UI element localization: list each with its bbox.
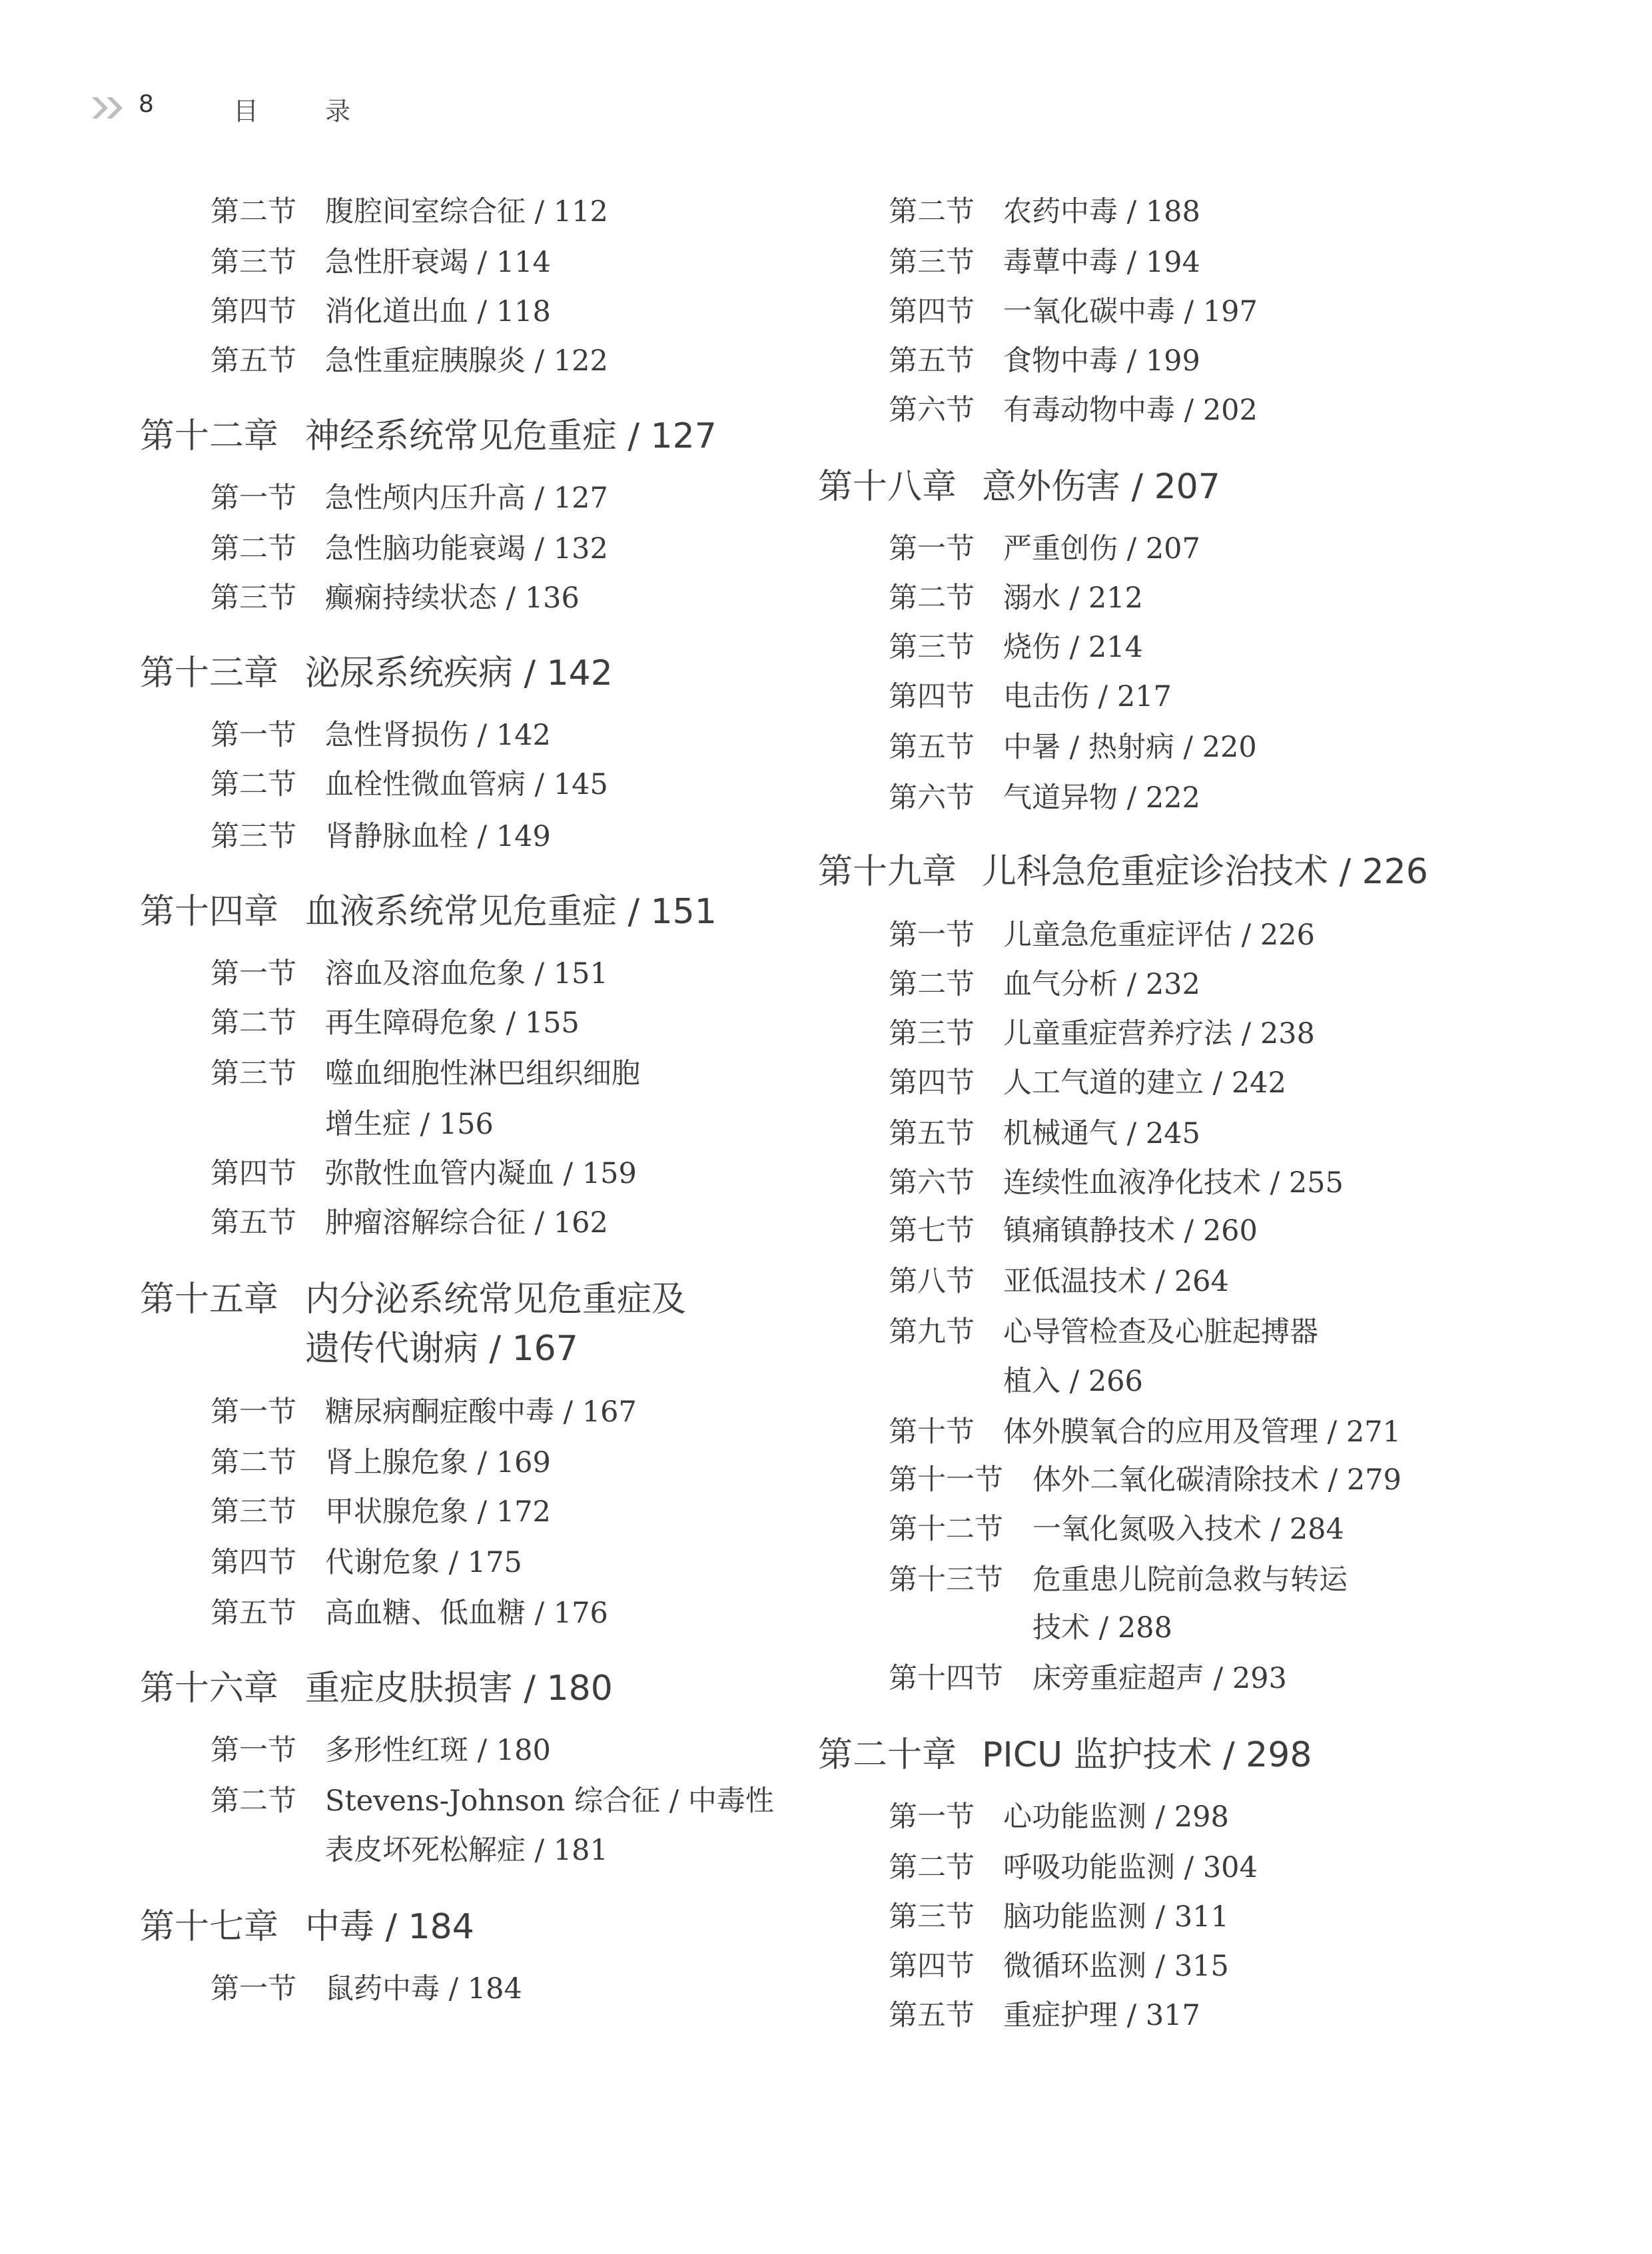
- chapter-title: 遗传代谢病 / 167: [305, 1329, 578, 1369]
- section-title: 癫痫持续状态 / 136: [325, 581, 580, 615]
- section-number: 第八节: [889, 1265, 975, 1298]
- section-number: 第二节: [210, 1446, 296, 1479]
- section-number: 第二节: [210, 195, 296, 228]
- chapter-title: 重症皮肤损害 / 180: [305, 1669, 613, 1708]
- chapter-title: 中毒 / 184: [305, 1907, 474, 1947]
- section-title: 儿童重症营养疗法 / 238: [1003, 1017, 1315, 1050]
- section-number: 第五节: [210, 1597, 296, 1630]
- chapter-title: 神经系统常见危重症 / 127: [305, 416, 717, 456]
- section-title: 中暑 / 热射病 / 220: [1003, 731, 1257, 764]
- section-title: 血栓性微血管病 / 145: [325, 768, 608, 801]
- chapter-number: 第十九章: [818, 852, 957, 892]
- section-title: 技术 / 288: [1032, 1611, 1172, 1645]
- section-title: 代谢危象 / 175: [325, 1546, 522, 1579]
- section-number: 第四节: [210, 295, 296, 328]
- section-number: 第五节: [889, 344, 975, 378]
- section-title: 高血糖、低血糖 / 176: [325, 1597, 608, 1630]
- section-title: 噬血细胞性淋巴组织细胞: [325, 1057, 640, 1090]
- section-title: 急性脑功能衰竭 / 132: [325, 532, 608, 565]
- section-title: 再生障碍危象 / 155: [325, 1006, 580, 1040]
- section-number: 第四节: [889, 680, 975, 713]
- section-title: 心导管检查及心脏起搏器: [1003, 1315, 1318, 1349]
- chapter-title: 泌尿系统疾病 / 142: [305, 653, 613, 693]
- chapter-number: 第十七章: [140, 1907, 279, 1947]
- section-title: 亚低温技术 / 264: [1003, 1265, 1229, 1298]
- section-number: 第二节: [889, 195, 975, 228]
- chapter-title: 内分泌系统常见危重症及: [305, 1280, 687, 1319]
- section-title: 严重创伤 / 207: [1003, 532, 1200, 565]
- section-title: 体外二氧化碳清除技术 / 279: [1032, 1463, 1402, 1497]
- section-number: 第二节: [210, 768, 296, 801]
- section-number: 第十一节: [889, 1463, 1003, 1497]
- chapter-number: 第十二章: [140, 416, 279, 456]
- section-number: 第二节: [889, 581, 975, 615]
- section-title: 增生症 / 156: [325, 1108, 494, 1141]
- section-title: 机械通气 / 245: [1003, 1117, 1200, 1150]
- section-number: 第十三节: [889, 1563, 1003, 1597]
- section-number: 第五节: [889, 1117, 975, 1150]
- page-number: 8: [139, 91, 154, 118]
- section-title: 肾上腺危象 / 169: [325, 1446, 551, 1479]
- section-title: 有毒动物中毒 / 202: [1003, 394, 1258, 427]
- section-title: 农药中毒 / 188: [1003, 195, 1200, 228]
- section-number: 第三节: [210, 1057, 296, 1090]
- section-title: 植入 / 266: [1003, 1365, 1143, 1398]
- section-title: 电击伤 / 217: [1003, 680, 1172, 713]
- section-number: 第四节: [210, 1546, 296, 1579]
- double-chevron-icon: [92, 95, 129, 121]
- chapter-number: 第十六章: [140, 1669, 279, 1708]
- section-title: 人工气道的建立 / 242: [1003, 1066, 1286, 1100]
- section-number: 第四节: [889, 295, 975, 328]
- section-number: 第一节: [889, 1800, 975, 1834]
- section-number: 第五节: [889, 1999, 975, 2032]
- section-title: 急性肾损伤 / 142: [325, 719, 551, 752]
- section-title: 腹腔间室综合征 / 112: [325, 195, 608, 228]
- section-title: 溺水 / 212: [1003, 581, 1143, 615]
- section-number: 第六节: [889, 1166, 975, 1200]
- section-title: 鼠药中毒 / 184: [325, 1972, 522, 2006]
- section-title: 急性重症胰腺炎 / 122: [325, 344, 608, 378]
- section-number: 第三节: [210, 820, 296, 853]
- section-number: 第九节: [889, 1315, 975, 1349]
- section-number: 第三节: [210, 1495, 296, 1529]
- section-number: 第六节: [889, 394, 975, 427]
- page-title: 目 录: [233, 97, 380, 126]
- chapter-title: 血液系统常见危重症 / 151: [305, 892, 717, 932]
- section-title: 一氧化碳中毒 / 197: [1003, 295, 1258, 328]
- section-title: 食物中毒 / 199: [1003, 344, 1200, 378]
- section-number: 第二节: [889, 968, 975, 1001]
- section-number: 第二节: [210, 1006, 296, 1040]
- section-number: 第六节: [889, 781, 975, 815]
- section-number: 第一节: [210, 719, 296, 752]
- section-title: 表皮坏死松解症 / 181: [325, 1834, 608, 1867]
- section-title: 肿瘤溶解综合征 / 162: [325, 1206, 608, 1240]
- section-number: 第五节: [210, 1206, 296, 1240]
- section-number: 第三节: [889, 1017, 975, 1050]
- section-number: 第十节: [889, 1415, 975, 1449]
- section-number: 第五节: [889, 731, 975, 764]
- section-number: 第二节: [889, 1851, 975, 1884]
- section-number: 第三节: [210, 581, 296, 615]
- chapter-title: 意外伤害 / 207: [982, 467, 1220, 507]
- chapter-title: 儿科急危重症诊治技术 / 226: [982, 852, 1428, 892]
- section-title: 弥散性血管内凝血 / 159: [325, 1157, 637, 1190]
- chapter-number: 第十八章: [818, 467, 957, 507]
- section-title: 急性颅内压升高 / 127: [325, 482, 608, 515]
- section-title: 消化道出血 / 118: [325, 295, 551, 328]
- section-title: 儿童急危重症评估 / 226: [1003, 919, 1315, 952]
- section-title: 甲状腺危象 / 172: [325, 1495, 551, 1529]
- section-number: 第三节: [889, 1900, 975, 1934]
- section-number: 第四节: [889, 1066, 975, 1100]
- section-title: 肾静脉血栓 / 149: [325, 820, 551, 853]
- section-number: 第一节: [210, 482, 296, 515]
- section-title: 多形性红斑 / 180: [325, 1734, 551, 1767]
- section-title: 微循环监测 / 315: [1003, 1950, 1229, 1983]
- section-number: 第五节: [210, 344, 296, 378]
- section-title: 呼吸功能监测 / 304: [1003, 1851, 1258, 1884]
- section-title: 烧伤 / 214: [1003, 631, 1143, 664]
- section-number: 第一节: [210, 1395, 296, 1429]
- section-title: 心功能监测 / 298: [1003, 1800, 1229, 1834]
- section-title: 脑功能监测 / 311: [1003, 1900, 1229, 1934]
- section-title: 气道异物 / 222: [1003, 781, 1200, 815]
- section-number: 第三节: [889, 246, 975, 279]
- section-number: 第十四节: [889, 1662, 1003, 1695]
- section-title: 溶血及溶血危象 / 151: [325, 957, 608, 990]
- section-number: 第一节: [210, 957, 296, 990]
- chapter-number: 第十三章: [140, 653, 279, 693]
- section-title: 镇痛镇静技术 / 260: [1003, 1214, 1258, 1248]
- section-number: 第三节: [210, 246, 296, 279]
- section-title: 毒蕈中毒 / 194: [1003, 246, 1200, 279]
- section-title: 重症护理 / 317: [1003, 1999, 1200, 2032]
- section-title: 危重患儿院前急救与转运: [1032, 1563, 1348, 1597]
- section-title: 糖尿病酮症酸中毒 / 167: [325, 1395, 637, 1429]
- section-number: 第一节: [889, 532, 975, 565]
- section-number: 第一节: [210, 1734, 296, 1767]
- section-number: 第四节: [889, 1950, 975, 1983]
- chapter-title: PICU 监护技术 / 298: [982, 1735, 1312, 1775]
- section-number: 第十二节: [889, 1513, 1003, 1546]
- section-number: 第二节: [210, 532, 296, 565]
- chapter-number: 第二十章: [818, 1735, 957, 1775]
- section-number: 第二节: [210, 1784, 296, 1818]
- section-title: Stevens-Johnson 综合征 / 中毒性: [325, 1784, 774, 1818]
- section-title: 急性肝衰竭 / 114: [325, 246, 551, 279]
- section-number: 第一节: [889, 919, 975, 952]
- section-title: 体外膜氧合的应用及管理 / 271: [1003, 1415, 1401, 1449]
- section-number: 第四节: [210, 1157, 296, 1190]
- section-number: 第三节: [889, 631, 975, 664]
- section-title: 血气分析 / 232: [1003, 968, 1200, 1001]
- section-number: 第七节: [889, 1214, 975, 1248]
- section-title: 一氧化氮吸入技术 / 284: [1032, 1513, 1344, 1546]
- section-title: 床旁重症超声 / 293: [1032, 1662, 1287, 1695]
- chapter-number: 第十四章: [140, 892, 279, 932]
- section-title: 连续性血液净化技术 / 255: [1003, 1166, 1344, 1200]
- chapter-number: 第十五章: [140, 1280, 279, 1319]
- section-number: 第一节: [210, 1972, 296, 2006]
